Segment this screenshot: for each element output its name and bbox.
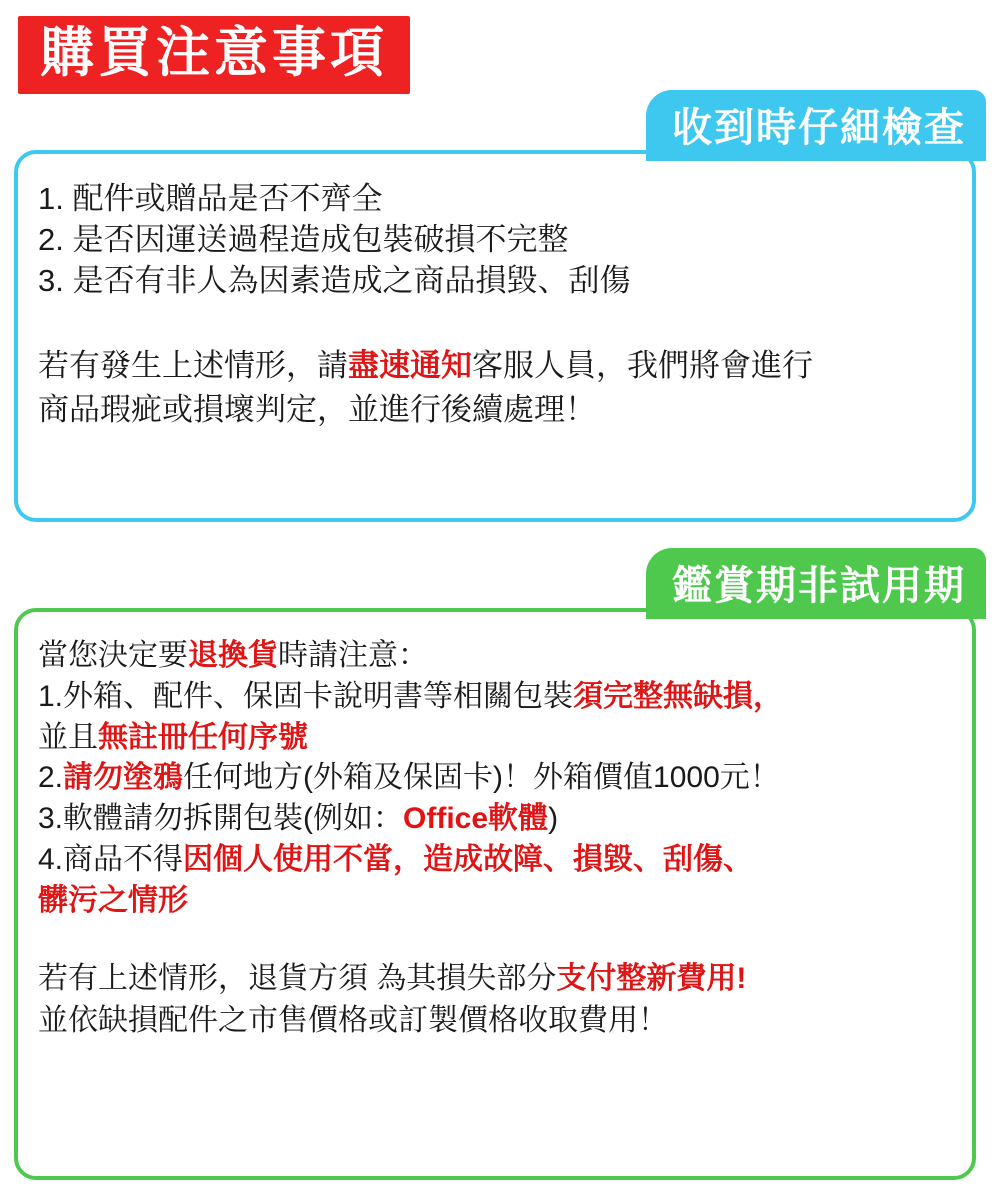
section-return-content: [38, 636, 962, 1043]
item-number: 1.: [38, 181, 64, 216]
list-item: [38, 178, 958, 219]
note-text-part1: 若有上述情形，退貨方須 為其損失部分: [38, 961, 557, 995]
list-item: [38, 260, 958, 301]
item-text: 商品不得: [63, 842, 184, 876]
item-highlight: Office軟體: [403, 802, 549, 836]
item-text-tail: ): [548, 802, 559, 836]
item-number: 3.: [38, 802, 64, 836]
item-number: 2.: [38, 761, 64, 795]
section-inspect-content: [38, 178, 958, 432]
item-text: 外箱、配件、保固卡說明書等相關包裝: [63, 679, 574, 713]
note-text-part1: 若有發生上述情形，請: [38, 347, 348, 383]
item-number: 4.: [38, 842, 64, 876]
item-highlight: 無註冊任何序號: [98, 720, 308, 754]
section-inspect-note: [38, 344, 958, 432]
return-intro: [38, 636, 962, 677]
list-item: [38, 840, 962, 881]
item-text-tail: ，: [753, 679, 784, 713]
list-item: [38, 219, 958, 260]
item-text: 是否因運送過程造成包裝破損不完整: [72, 222, 569, 258]
item-text: 配件或贈品是否不齊全: [72, 181, 383, 216]
item-highlight: 髒污之情形: [38, 883, 188, 917]
list-item-continuation: [38, 881, 962, 922]
note-line-1: [38, 344, 958, 388]
item-highlight: 請勿塗鴉: [63, 761, 184, 795]
note-line-2: 並依缺損配件之市售價格或訂製價格收取費用！: [38, 1004, 668, 1038]
section-return-tab: 鑑賞期非試用期: [646, 548, 986, 619]
note-text-part2: 客服人員，我們將會進行: [472, 347, 813, 383]
note-highlight: 支付整新費用!: [556, 961, 747, 995]
item-highlight: 須完整無缺損: [573, 679, 754, 713]
item-text: 並且: [38, 720, 98, 754]
item-text: 軟體請勿拆開包裝(例如：: [63, 802, 404, 836]
intro-highlight: 退換貨: [188, 639, 278, 672]
section-inspect-tab: 收到時仔細檢查: [646, 90, 986, 161]
item-text: 是否有非人為因素造成之商品損毀、刮傷: [72, 263, 631, 299]
list-item: [38, 677, 962, 718]
list-item: [38, 758, 962, 799]
page-title: 購買注意事項: [18, 16, 410, 94]
list-item: [38, 799, 962, 840]
note-line-2: 商品瑕疵或損壞判定，並進行後續處理！: [38, 391, 596, 427]
item-highlight: 因個人使用不當，造成故障、損毀、刮傷、: [183, 842, 754, 876]
intro-part1: 當您決定要: [38, 639, 188, 672]
item-number: 3.: [38, 263, 64, 299]
intro-part2: 時請注意：: [278, 639, 428, 672]
list-item-continuation: [38, 718, 962, 759]
item-text: 任何地方(外箱及保固卡)！外箱價值1000元！: [183, 761, 780, 795]
section-return-note: [38, 958, 962, 1043]
item-number: 2.: [38, 222, 64, 258]
note-highlight: 盡速通知: [348, 347, 472, 383]
note-line-1: [38, 958, 962, 1001]
item-number: 1.: [38, 679, 64, 713]
